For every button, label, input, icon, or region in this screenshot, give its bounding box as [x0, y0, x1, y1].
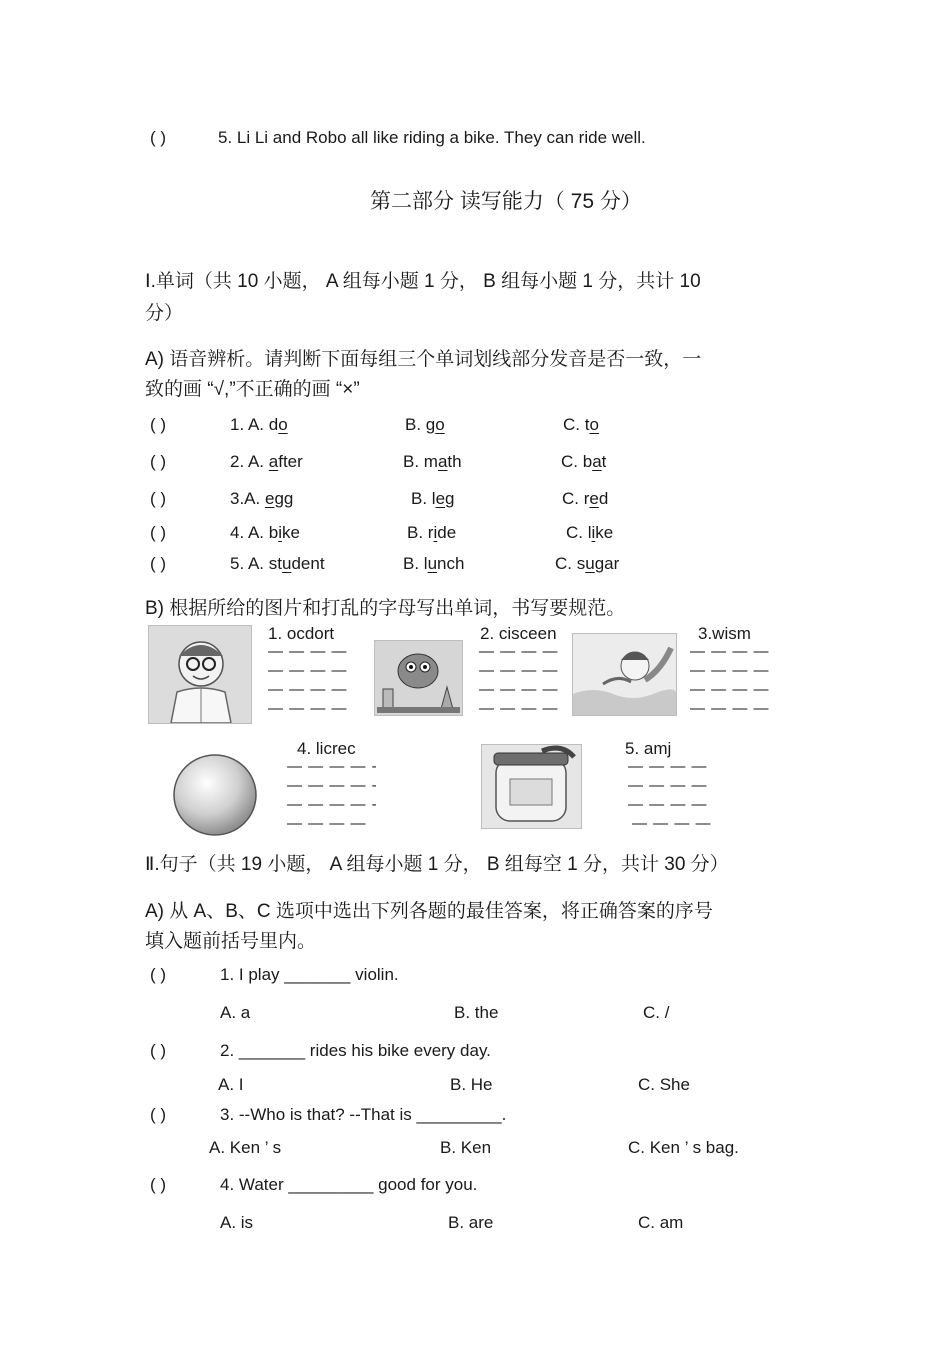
choice-c[interactable]: C. Ken ’ s bag. — [628, 1138, 739, 1157]
choice-b[interactable]: B. the — [454, 1003, 499, 1022]
scrambled-word-2: 2. cisceen — [480, 624, 557, 643]
option-c: C. like — [566, 523, 614, 542]
choice-a[interactable]: A. I — [218, 1075, 244, 1094]
question-text: 3. --Who is that? --That is _________. — [220, 1105, 507, 1124]
question-text: 1. I play _______ violin. — [220, 965, 399, 984]
answer-paren[interactable]: ( ) — [150, 523, 167, 542]
scrambled-word-1: 1. ocdort — [268, 624, 335, 643]
writing-line[interactable]: — — — — — [628, 758, 708, 775]
circle-picture — [172, 753, 258, 837]
option-c: C. red — [562, 489, 609, 508]
option-c: C. to — [563, 415, 599, 434]
question-text: 2. _______ rides his bike every day. — [220, 1041, 491, 1060]
writing-line[interactable]: — — — — — [268, 662, 348, 679]
answer-paren[interactable]: ( ) — [150, 1175, 167, 1194]
writing-line[interactable]: — — — — — [690, 643, 770, 660]
answer-paren[interactable]: ( ) — [150, 415, 167, 434]
section2-title: Ⅱ.句子（共 19 小题， A 组每小题 1 分， B 组每空 1 分，共计 30 分） — [145, 854, 729, 875]
option-b: B. leg — [411, 489, 455, 508]
question-paren[interactable]: ( ) — [150, 128, 167, 147]
choice-a[interactable]: A. Ken ’ s — [209, 1138, 282, 1157]
option-a: 4. A. bike — [230, 523, 300, 542]
choice-b[interactable]: B. Ken — [440, 1138, 492, 1157]
option-b: B. lunch — [403, 554, 465, 573]
option-a: 3.A. egg — [230, 489, 294, 508]
choice-c[interactable]: C. / — [643, 1003, 670, 1022]
writing-line[interactable]: — — — — - — [287, 796, 378, 813]
writing-line[interactable]: — — — — — [690, 700, 770, 717]
partB-instruction: B) 根据所给的图片和打乱的字母写出单词，书写要规范。 — [145, 598, 626, 619]
scrambled-word-4: 4. licrec — [297, 739, 356, 758]
choice-b[interactable]: B. are — [448, 1213, 494, 1232]
choice-c[interactable]: C. She — [638, 1075, 690, 1094]
writing-line[interactable]: — — — — — [479, 700, 559, 717]
writing-line[interactable]: — — — — — [632, 815, 712, 832]
listening-question-5: 5. Li Li and Robo all like riding a bike. They can ride well. — [218, 128, 646, 147]
section2-partA-instruction: A) 从 A、B、C 选项中选出下列各题的最佳答案，将正确答案的序号 — [145, 901, 713, 922]
option-c: C. bat — [561, 452, 607, 471]
choice-b[interactable]: B. He — [450, 1075, 493, 1094]
answer-paren[interactable]: ( ) — [150, 452, 167, 471]
scrambled-word-3: 3.wism — [698, 624, 751, 643]
option-c: C. sugar — [555, 554, 620, 573]
choice-a[interactable]: A. is — [220, 1213, 254, 1232]
science-picture — [374, 640, 463, 716]
writing-line[interactable]: — — — — - — [287, 777, 378, 794]
writing-line[interactable]: — — — — — [628, 796, 708, 813]
part-title: 第二部分 读写能力（ 75 分） — [370, 190, 642, 213]
swimming-picture — [572, 633, 677, 716]
option-a: 5. A. student — [230, 554, 325, 573]
writing-line[interactable]: — — — — — [690, 681, 770, 698]
section1-title-cont: 分） — [145, 303, 184, 324]
option-b: B. math — [403, 452, 462, 471]
answer-paren[interactable]: ( ) — [150, 1105, 167, 1124]
writing-line[interactable]: — — — — — [287, 815, 367, 832]
writing-line[interactable]: — — — — — [628, 777, 708, 794]
option-b: B. ride — [407, 523, 457, 542]
answer-paren[interactable]: ( ) — [150, 489, 167, 508]
writing-line[interactable]: — — — — — [690, 662, 770, 679]
scrambled-word-5: 5. amj — [625, 739, 672, 758]
answer-paren[interactable]: ( ) — [150, 965, 167, 984]
writing-line[interactable]: — — — — — [268, 681, 348, 698]
writing-line[interactable]: — — — — — [479, 681, 559, 698]
option-a: 1. A. do — [230, 415, 288, 434]
doctor-picture — [148, 625, 252, 724]
writing-line[interactable]: — — — — — [479, 662, 559, 679]
writing-line[interactable]: — — — — - — [287, 758, 378, 775]
partA-instruction: A) 语音辨析。请判断下面每组三个单词划线部分发音是否一致，一 — [145, 349, 702, 370]
section2-partA-instruction-cont: 填入题前括号里内。 — [145, 931, 317, 952]
jam-jar-picture — [481, 744, 582, 829]
section1-title: Ⅰ.单词（共 10 小题， A 组每小题 1 分， B 组每小题 1 分，共计 10 — [145, 271, 701, 292]
option-b: B. go — [405, 415, 445, 434]
answer-paren[interactable]: ( ) — [150, 554, 167, 573]
option-a: 2. A. after — [230, 452, 303, 471]
writing-line[interactable]: — — — — — [268, 643, 348, 660]
writing-line[interactable]: — — — — — [268, 700, 348, 717]
question-text: 4. Water _________ good for you. — [220, 1175, 478, 1194]
partA-instruction-cont: 致的画 “√,”不正确的画 “×” — [145, 379, 360, 400]
choice-c[interactable]: C. am — [638, 1213, 684, 1232]
answer-paren[interactable]: ( ) — [150, 1041, 167, 1060]
choice-a[interactable]: A. a — [220, 1003, 251, 1022]
writing-line[interactable]: — — — — — [479, 643, 559, 660]
